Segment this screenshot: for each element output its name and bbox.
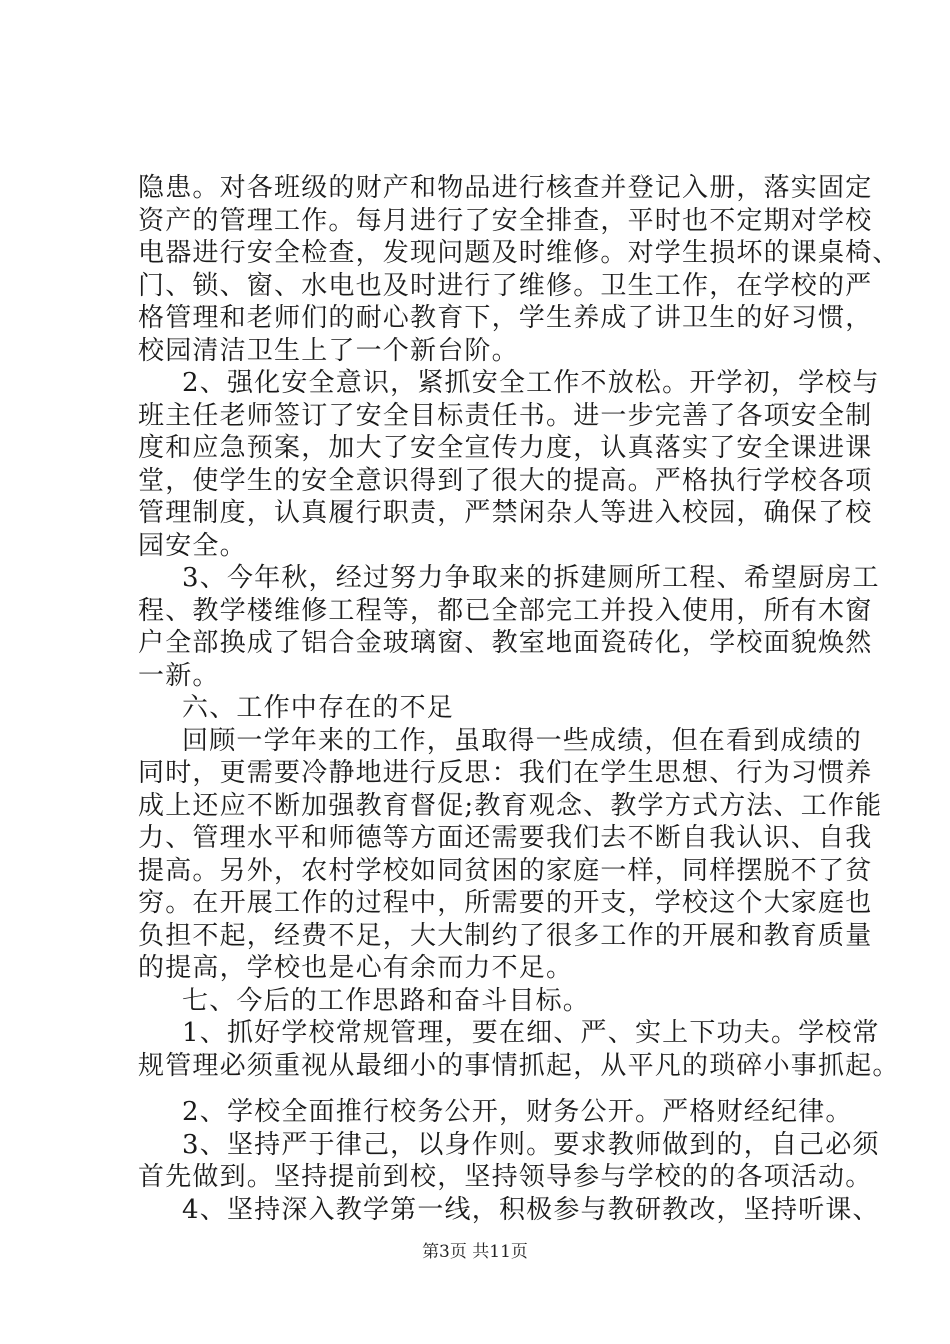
body-text-line: 规管理必须重视从最细小的事情抓起，从平凡的琐碎小事抓起。	[138, 1050, 900, 1081]
body-text-line: 成上还应不断加强教育督促;教育观念、教学方式方法、工作能	[138, 790, 883, 821]
body-text-line: 一新。	[138, 660, 220, 691]
page-number-footer: 第3页 共11页	[422, 1242, 528, 1262]
body-text-line: 2、强化安全意识，紧抓安全工作不放松。开学初，学校与	[182, 368, 880, 398]
body-text-line: 园安全。	[138, 530, 247, 561]
body-text-line: 资产的管理工作。每月进行了安全排查，平时也不定期对学校	[138, 205, 873, 236]
body-text-line: 门、锁、窗、水电也及时进行了维修。卫生工作，在学校的严	[138, 270, 873, 301]
body-text-line: 班主任老师签订了安全目标责任书。进一步完善了各项安全制	[138, 400, 873, 431]
body-text-line: 3、今年秋，经过努力争取来的拆建厕所工程、希望厨房工	[182, 563, 880, 593]
section-heading: 六、工作中存在的不足	[182, 693, 455, 723]
body-text-line: 3、坚持严于律己，以身作则。要求教师做到的，自己必须	[182, 1129, 880, 1160]
section-heading: 七、今后的工作思路和奋斗目标。	[182, 985, 591, 1016]
body-text-line: 度和应急预案，加大了安全宣传力度，认真落实了安全课进课	[138, 433, 873, 463]
body-text-line: 1、抓好学校常规管理，要在细、严、实上下功夫。学校常	[182, 1018, 880, 1048]
body-text-line: 管理制度，认真履行职责，严禁闲杂人等进入校园，确保了校	[138, 498, 873, 528]
body-text-line: 提高。另外，农村学校如同贫困的家庭一样，同样摆脱不了贫	[138, 855, 873, 886]
body-text-line: 堂，使学生的安全意识得到了很大的提高。严格执行学校各项	[138, 465, 873, 496]
body-text-line: 负担不起，经费不足，大大制约了很多工作的开展和教育质量	[138, 920, 873, 951]
body-text-line: 4、坚持深入教学第一线，积极参与教研教改，坚持听课、	[182, 1194, 880, 1225]
body-text-line: 同时，更需要冷静地进行反思：我们在学生思想、行为习惯养	[138, 758, 873, 788]
body-text-line: 格管理和老师们的耐心教育下，学生养成了讲卫生的好习惯，	[138, 303, 873, 333]
body-text-line: 2、学校全面推行校务公开，财务公开。严格财经纪律。	[182, 1097, 853, 1127]
body-text-line: 户全部换成了铝合金玻璃窗、教室地面瓷砖化，学校面貌焕然	[138, 628, 873, 658]
body-text-line: 电器进行安全检查，发现问题及时维修。对学生损坏的课桌椅、	[138, 238, 900, 268]
body-text-line: 的提高，学校也是心有余而力不足。	[138, 953, 574, 983]
body-text-line: 校园清洁卫生上了一个新台阶。	[138, 335, 519, 366]
body-text-line: 程、教学楼维修工程等，都已全部完工并投入使用，所有木窗	[138, 595, 873, 626]
body-text-line: 隐患。对各班级的财产和物品进行核查并登记入册，落实固定	[138, 173, 873, 203]
body-text-line: 回顾一学年来的工作，虽取得一些成绩，但在看到成绩的	[182, 725, 863, 756]
body-text-line: 首先做到。坚持提前到校，坚持领导参与学校的的各项活动。	[138, 1162, 873, 1192]
body-text-line: 力、管理水平和师德等方面还需要我们去不断自我认识、自我	[138, 823, 873, 853]
body-text-line: 穷。在开展工作的过程中，所需要的开支，学校这个大家庭也	[138, 888, 873, 918]
